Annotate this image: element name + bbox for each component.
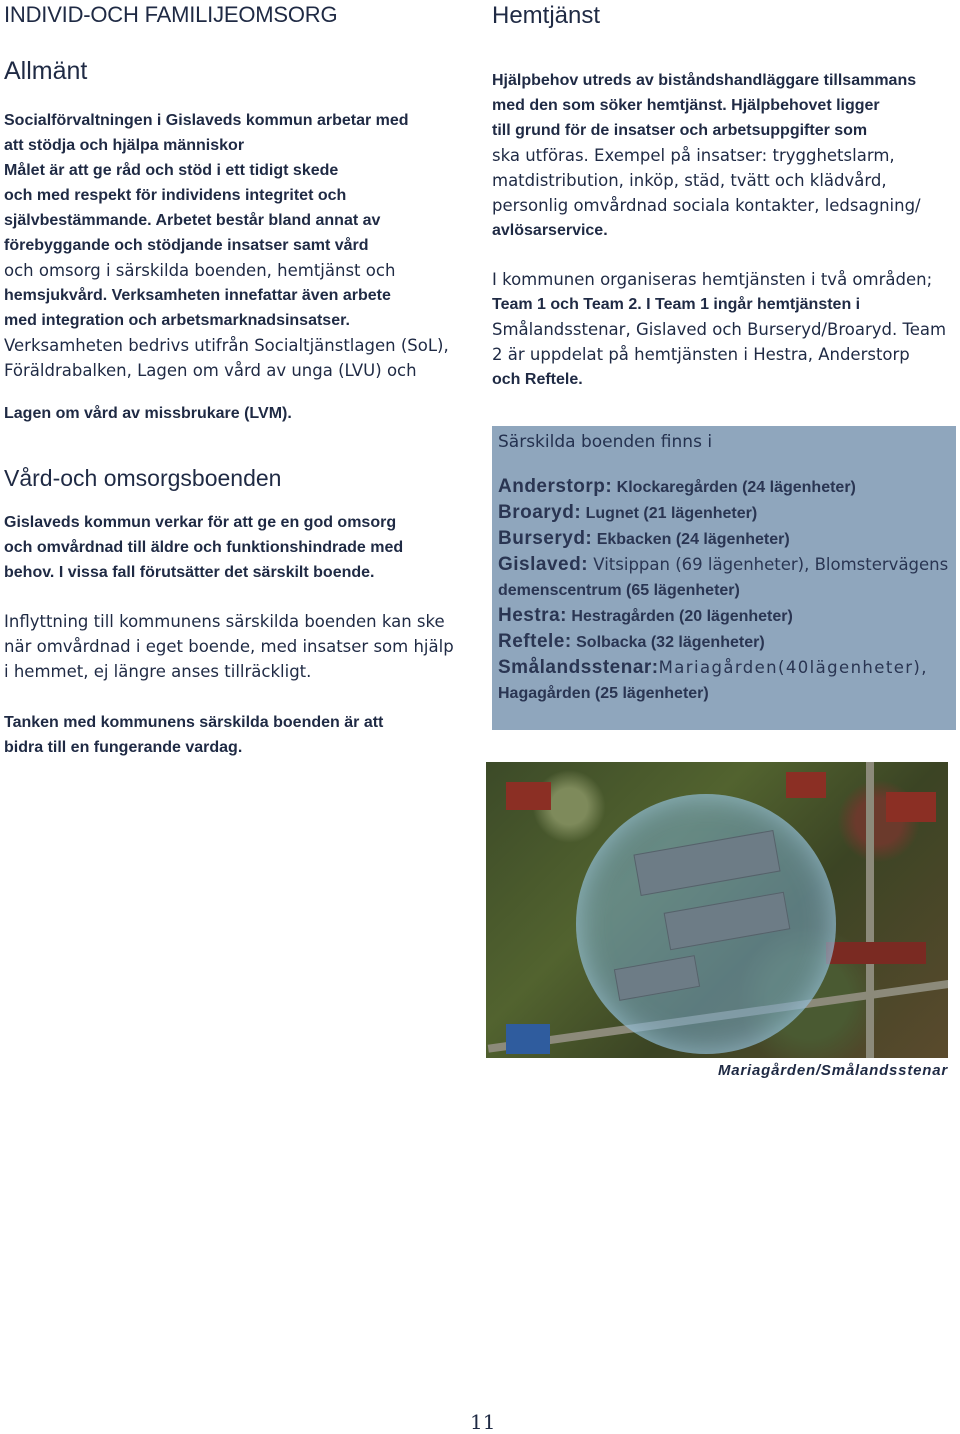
text-line: behov. I vissa fall förutsätter det särskilt boende.	[4, 564, 375, 581]
boende-detail: demenscentrum (65 lägenheter)	[498, 582, 740, 599]
boende-place: Anderstorp:	[498, 476, 613, 497]
left-column	[4, 0, 474, 760]
text-line: och omsorg i särskilda boenden, hemtjänst och	[4, 261, 396, 280]
heading-hemtjanst: Hemtjänst	[492, 2, 601, 29]
text-line: och Reftele.	[492, 371, 583, 388]
text-line: Tanken med kommunens särskilda boenden är att	[4, 714, 384, 731]
photo-caption: Mariagården/Smålandsstenar	[717, 1062, 948, 1079]
page-number: 11	[470, 1410, 496, 1434]
boenden-list	[498, 474, 950, 706]
text-line: bidra till en fungerande vardag.	[4, 739, 243, 756]
text-line: Smålandsstenar, Gislaved och Burseryd/Broaryd. Team	[492, 320, 947, 339]
text-line: med integration och arbetsmarknadsinsatser.	[4, 312, 350, 329]
text-line: förebyggande och stödjande insatser samt vård	[4, 237, 369, 254]
text-line: att stödja och hjälpa människor	[4, 137, 245, 154]
text-line: Gislaveds kommun verkar för att ge en god omsorg	[4, 514, 397, 531]
boenden-box	[492, 426, 956, 730]
text-line: Socialförvaltningen i Gislaveds kommun arbetar med	[4, 112, 409, 129]
text-line: till grund för de insatser och arbetsuppgifter som	[492, 122, 868, 139]
boende-detail: Solbacka (32 lägenheter)	[571, 634, 765, 651]
section-header: INDIVID-OCH FAMILIJEOMSORG	[4, 2, 338, 27]
text-line: hemsjukvård. Verksamheten innefattar även arbete	[4, 287, 391, 304]
text-line: I kommunen organiseras hemtjänsten i två områden;	[492, 270, 933, 289]
hemtjanst-paragraph-2	[492, 267, 954, 392]
boende-place: Burseryd:	[498, 528, 593, 549]
road-shape	[866, 762, 874, 1058]
boende-place: Reftele:	[498, 631, 572, 652]
boenden-title: Särskilda boenden finns i	[498, 432, 713, 452]
text-line: personlig omvårdnad sociala kontakter, ledsagning/	[492, 196, 921, 215]
text-line: när omvårdnad i eget boende, med insatser som hjälp	[4, 637, 454, 656]
house-roof	[826, 942, 926, 964]
vard-paragraph-2	[4, 609, 474, 684]
right-column	[492, 0, 954, 730]
boende-entry	[498, 474, 950, 500]
text-line: och med respekt för individens integritet och	[4, 187, 347, 204]
vard-paragraph-1	[4, 510, 474, 585]
text-line: med den som söker hemtjänst. Hjälpbehovet ligger	[492, 97, 880, 114]
boende-entry	[498, 578, 950, 603]
boende-place: Broaryd:	[498, 502, 582, 523]
boende-entry	[498, 526, 950, 552]
boende-detail: Hestragården (20 lägenheter)	[566, 608, 793, 625]
boende-detail: Lugnet (21 lägenheter)	[581, 505, 758, 522]
allmant-last-line: Lagen om vård av missbrukare (LVM).	[4, 405, 292, 422]
boende-place: Hestra:	[498, 605, 567, 626]
house-roof	[506, 782, 551, 810]
boende-entry	[498, 681, 950, 706]
allmant-text	[4, 108, 474, 383]
text-line: Målet är att ge råd och stöd i ett tidigt skede	[4, 162, 339, 179]
text-line: Föräldrabalken, Lagen om vård av unga (LVU) och	[4, 361, 417, 380]
boende-detail: Vitsippan (69 lägenheter), Blomstervägens	[588, 555, 949, 574]
house-roof	[786, 772, 826, 798]
boende-detail: Ekbacken (24 lägenheter)	[592, 531, 790, 548]
boende-entry	[498, 603, 950, 629]
text-line: avlösarservice.	[492, 222, 608, 239]
boende-place: Smålandsstenar:	[498, 657, 659, 678]
text-line: i hemmet, ej längre anses tillräckligt.	[4, 662, 312, 681]
text-line: och omvårdnad till äldre och funktionshindrade med	[4, 539, 404, 556]
heading-vard-och-omsorgsboenden: Vård-och omsorgsboenden	[4, 465, 282, 491]
text-line: Inflyttning till kommunens särskilda boenden kan ske	[4, 612, 445, 631]
boende-detail: Klockaregården (24 lägenheter)	[612, 479, 856, 496]
text-line: Verksamheten bedrivs utifrån Socialtjänstlagen (SoL),	[4, 336, 449, 355]
text-line: Team 1 och Team 2. I Team 1 ingår hemtjänsten i	[492, 296, 861, 313]
text-line: matdistribution, inköp, städ, tvätt och klädvård,	[492, 171, 887, 190]
heading-allmant: Allmänt	[4, 57, 88, 85]
vard-paragraph-3	[4, 710, 474, 760]
house-roof	[886, 792, 936, 822]
boende-entry	[498, 655, 950, 681]
boende-detail: Mariagården(40lägenheter),	[658, 658, 928, 677]
boende-entry	[498, 629, 950, 655]
boende-entry	[498, 500, 950, 526]
text-line: Hjälpbehov utreds av biståndshandläggare tillsammans	[492, 72, 917, 89]
hemtjanst-paragraph-1	[492, 68, 954, 243]
boende-detail: Hagagården (25 lägenheter)	[498, 685, 709, 702]
text-line: självbestämmande. Arbetet består bland annat av	[4, 212, 381, 229]
sports-court	[506, 1024, 550, 1054]
boende-place: Gislaved:	[498, 554, 589, 575]
boende-entry	[498, 552, 950, 578]
text-line: ska utföras. Exempel på insatser: trygghetslarm,	[492, 146, 895, 165]
aerial-photo	[486, 762, 948, 1058]
text-line: 2 är uppdelat på hemtjänsten i Hestra, Anderstorp	[492, 345, 910, 364]
